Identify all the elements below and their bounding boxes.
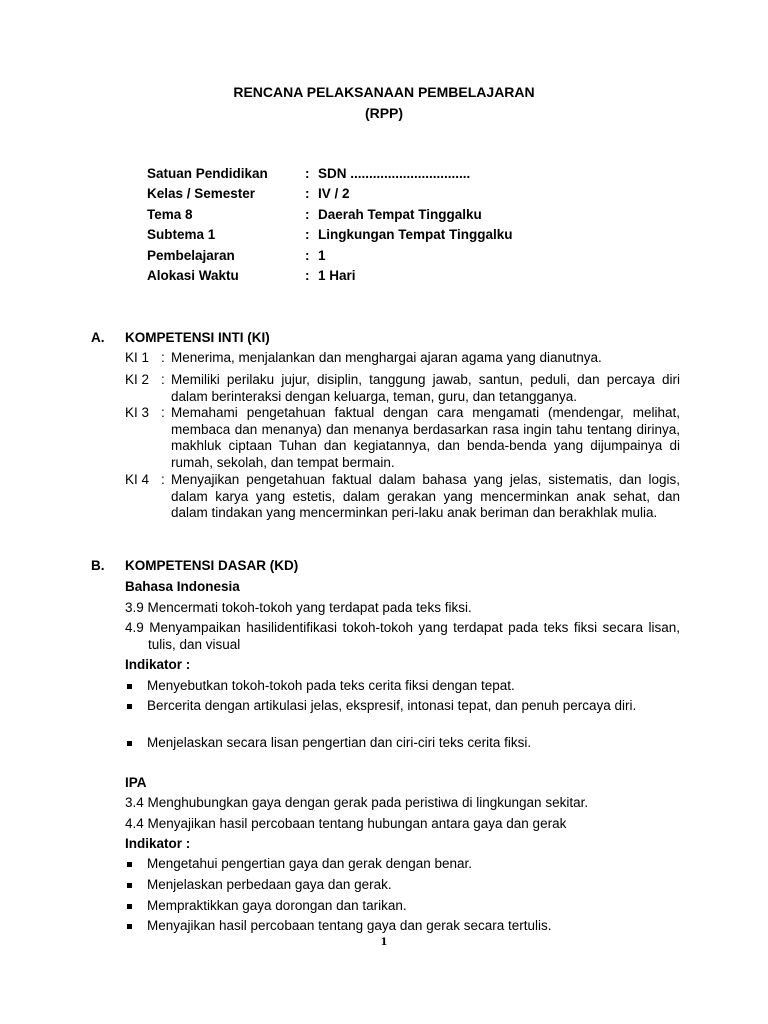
document-title: RENCANA PELAKSANAAN PEMBELAJARAN (233, 84, 535, 100)
document-subtitle: (RPP) (364, 105, 404, 121)
list-item-text: Menyebutkan tokoh-tokoh pada teks cerita fiksi dengan tepat. (147, 678, 515, 693)
meta-value: 1 Hari (318, 268, 356, 283)
meta-label: Alokasi Waktu (147, 268, 239, 283)
bullet-square-icon (127, 704, 132, 709)
section-a-title: KOMPETENSI INTI (KI) (125, 330, 270, 345)
kd-4-9-content: 4.9 Menyampaikan hasilidentifikasi tokoh-tokoh yang terdapat pada teks fiksi secara lisan, tulis, dan visual (125, 620, 680, 652)
bullet-square-icon (127, 862, 132, 867)
kd-3-9: 3.9 Mencermati tokoh-tokoh yang terdapat pada teks fiksi. (125, 600, 472, 615)
bullet-square-icon (127, 904, 132, 909)
meta-pembelajaran (147, 248, 707, 268)
meta-colon: : (305, 166, 310, 181)
meta-colon: : (305, 248, 310, 263)
list-item-text: Mengetahui pengertian gaya dan gerak dengan benar. (147, 856, 473, 871)
list-item-text: Menjelaskan secara lisan pengertian dan ciri-ciri teks cerita fiksi. (147, 735, 532, 750)
ki-colon: : (161, 350, 165, 365)
ki-text: Memahami pengetahuan faktual dengan cara mengamati (mendengar, melihat, membaca dan menanya) dan menanya berdasarkan rasa ingin tahu tentang dirinya, makhluk ciptaan Tuhan dan kegiatannya, dan benda-benda yang dijumpainya di rumah, sekolah, dan tempat bermain. (171, 405, 680, 470)
ki-colon: : (161, 372, 165, 387)
meta-value: Lingkungan Tempat Tinggalku (318, 227, 513, 242)
meta-subtema (147, 227, 707, 247)
meta-tema (147, 207, 707, 227)
ki-code: KI 1 (125, 350, 150, 365)
ki-text: Menerima, menjalankan dan menghargai ajaran agama yang dianutnya. (171, 350, 602, 365)
list-item-text: Menjelaskan perbedaan gaya dan gerak. (147, 877, 392, 892)
meta-value: Daerah Tempat Tinggalku (318, 207, 482, 222)
bullet-square-icon (127, 924, 132, 929)
page-number: 1 (380, 937, 388, 948)
ki-code: KI 3 (125, 405, 150, 420)
ki-text: Menyajikan pengetahuan faktual dalam bahasa yang jelas, sistematis, dan logis, dalam karya yang estetis, dalam gerakan yang mencerminkan anak sehat, dan dalam tindakan yang mencerminkan peri-laku anak beriman dan berakhlak mulia. (171, 472, 680, 520)
subject-bahasa-indonesia: Bahasa Indonesia (125, 579, 240, 594)
meta-colon: : (305, 186, 310, 201)
section-a-letter: A. (91, 330, 105, 345)
meta-satuan-pendidikan (147, 166, 707, 186)
meta-label: Kelas / Semester (147, 186, 256, 201)
indikator-label: Indikator : (125, 836, 191, 851)
ki-colon: : (161, 472, 165, 487)
meta-value: 1 (318, 248, 326, 263)
bullet-square-icon (127, 741, 132, 746)
ki-code: KI 2 (125, 372, 150, 387)
meta-label: Tema 8 (147, 207, 193, 222)
indikator-label: Indikator : (125, 657, 191, 672)
meta-kelas-semester (147, 186, 707, 206)
kd-3-4: 3.4 Menghubungkan gaya dengan gerak pada peristiwa di lingkungan sekitar. (125, 795, 589, 810)
list-item-text: Menyajikan hasil percobaan tentang gaya dan gerak secara tertulis. (147, 918, 552, 933)
bullet-square-icon (127, 883, 132, 888)
meta-colon: : (305, 268, 310, 283)
subject-ipa: IPA (125, 775, 147, 790)
section-b-letter: B. (91, 558, 105, 573)
kd-4-9-text (125, 620, 680, 653)
meta-label: Subtema 1 (147, 227, 216, 242)
meta-colon: : (305, 227, 310, 242)
section-b-title: KOMPETENSI DASAR (KD) (125, 558, 299, 573)
meta-alokasi-waktu (147, 268, 707, 288)
list-item-text: Mempraktikkan gaya dorongan dan tarikan. (147, 898, 407, 913)
kd-4-4: 4.4 Menyajikan hasil percobaan tentang hubungan antara gaya dan gerak (125, 816, 567, 831)
ki-text: Memiliki perilaku jujur, disiplin, tanggung jawab, santun, peduli, dan percaya diri dalam berinteraksi dengan keluarga, teman, guru, dan tetangganya. (171, 372, 680, 404)
meta-label: Satuan Pendidikan (147, 166, 268, 181)
meta-label: Pembelajaran (147, 248, 235, 263)
list-item-text: Bercerita dengan artikulasi jelas, ekspresif, intonasi tepat, dan penuh percaya diri. (147, 698, 637, 713)
meta-value: SDN ................................ (318, 166, 471, 181)
ki-colon: : (161, 405, 165, 420)
bullet-square-icon (127, 684, 132, 689)
meta-colon: : (305, 207, 310, 222)
meta-value: IV / 2 (318, 186, 350, 201)
ki-code: KI 4 (125, 472, 150, 487)
